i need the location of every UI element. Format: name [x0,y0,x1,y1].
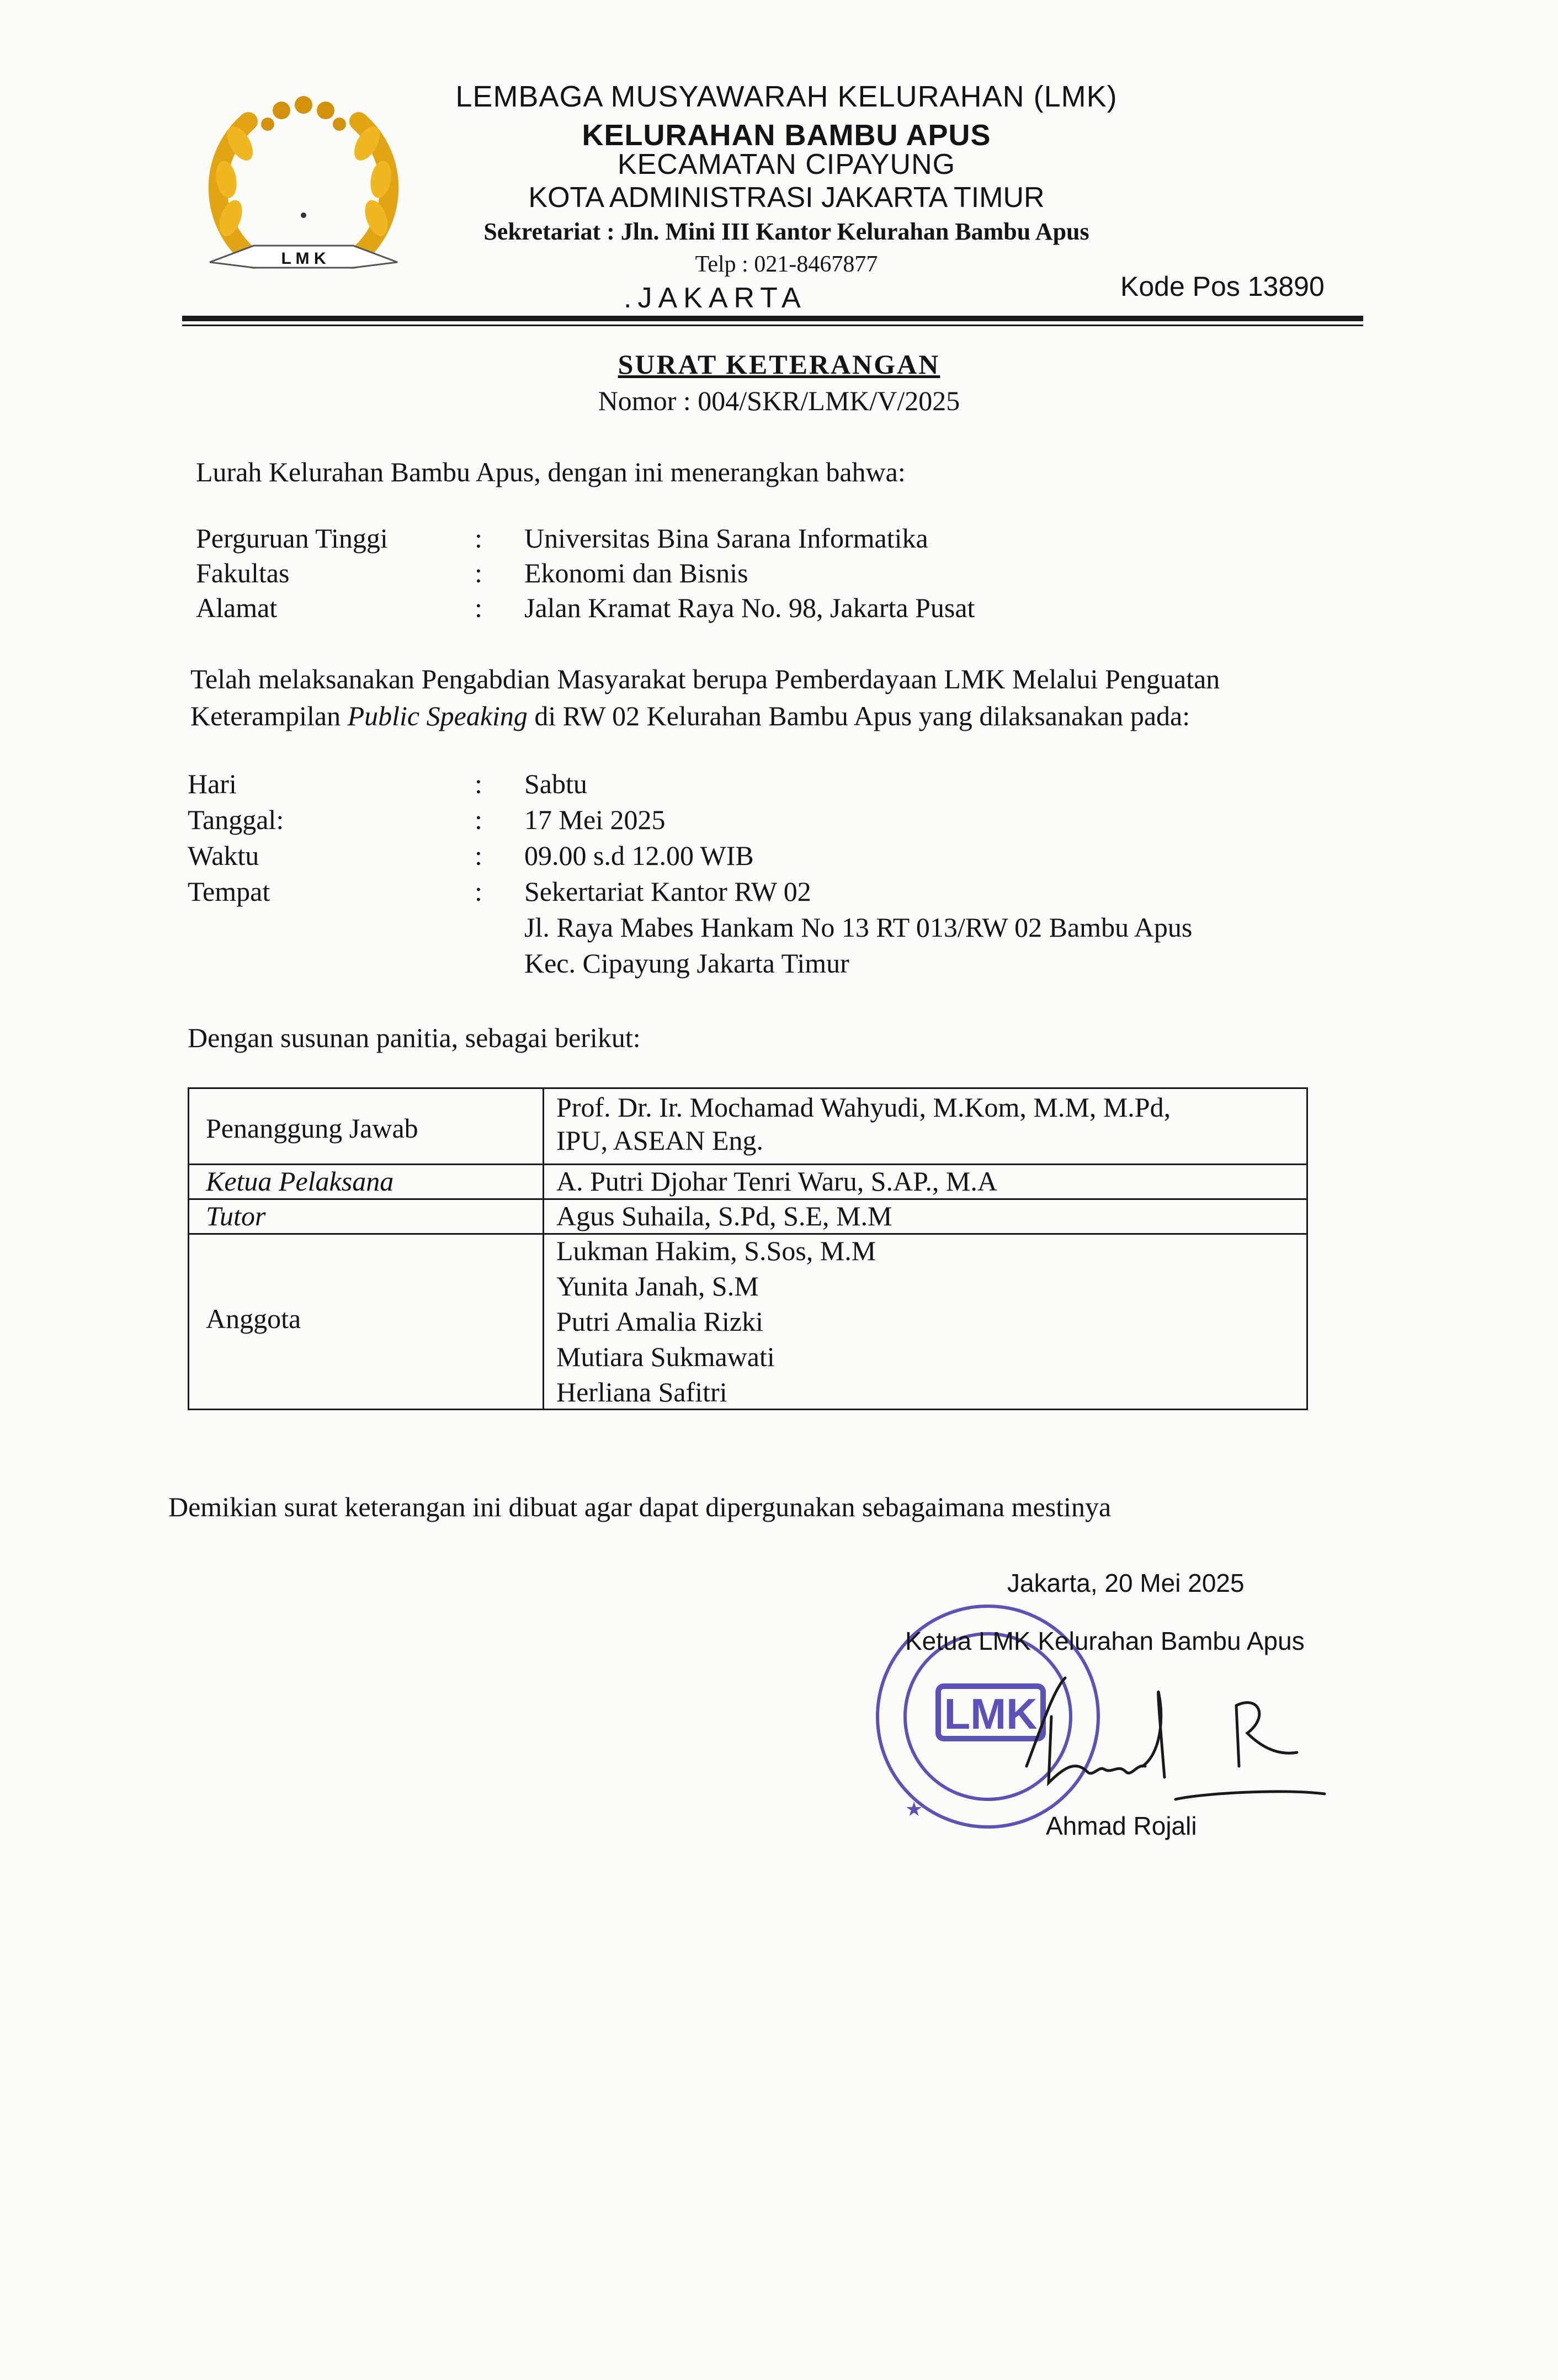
table-cell-label: Anggota [206,1303,301,1334]
colon: : [475,557,482,588]
colon: : [475,523,482,554]
lmk-logo [188,77,419,298]
letterhead-sekretariat: Sekretariat : Jln. Mini III Kantor Kelurahan Bambu Apus [483,218,1089,245]
colon: : [475,768,482,799]
institution-value: Ekonomi dan Bisnis [524,557,748,588]
institution-label: Fakultas [196,557,290,588]
letterhead-kelurahan: KELURAHAN BAMBU APUS [582,119,991,152]
letterhead-kota: KOTA ADMINISTRASI JAKARTA TIMUR [528,182,1045,214]
colon: : [475,876,482,907]
activity-text: Keterampilan [190,700,348,731]
institution-label: Alamat [196,592,278,623]
colon: : [475,804,482,835]
letterhead-rule-thin [182,325,1363,326]
institution-value: Jalan Kramat Raya No. 98, Jakarta Pusat [524,592,975,623]
table-cell-value: Yunita Janah, S.M [556,1271,759,1301]
table-cell-value: IPU, ASEAN Eng. [556,1125,764,1156]
activity-text: di RW 02 Kelurahan Bambu Apus yang dilaksanakan pada: [527,700,1190,731]
activity-italic: Public Speaking [347,700,528,731]
table-cell-value: Mutiara Sukmawati [556,1341,775,1372]
table-divider [543,1089,544,1409]
table-cell-value: Lukman Hakim, S.Sos, M.M [556,1235,876,1266]
letterhead-city: .JAKARTA [624,282,807,314]
table-cell-label: Ketua Pelaksana [206,1166,394,1197]
letterhead-telp: Telp : 021-8467877 [695,252,878,277]
letterhead-rule-thick [182,316,1363,321]
table-cell-value: A. Putri Djohar Tenri Waru, S.AP., M.A [556,1166,997,1197]
signature-place-date: Jakarta, 20 Mei 2025 [1007,1569,1245,1597]
institution-value: Universitas Bina Sarana Informatika [524,523,928,554]
signatory-name: Ahmad Rojali [1046,1811,1197,1840]
letterhead-kode-pos: Kode Pos 13890 [1120,271,1325,302]
activity-line-1: Telah melaksanakan Pengabdian Masyarakat berupa Pemberdayaan LMK Melalui Penguatan [190,663,1220,694]
letterhead-kecamatan: KECAMATAN CIPAYUNG [617,148,956,180]
closing-text: Demikian surat keterangan ini dibuat agar dapat dipergunakan sebagaimana mestinya [168,1491,1112,1522]
committee-table [188,1087,1308,1410]
schedule-label: Tempat [188,876,270,907]
colon: : [475,840,482,871]
table-cell-value: Putri Amalia Rizki [556,1306,763,1337]
stamp-star: ★ [905,1798,923,1820]
committee-intro: Dengan susunan panitia, sebagai berikut: [188,1022,641,1053]
schedule-label: Hari [188,768,237,799]
table-cell-label: Tutor [206,1200,266,1231]
document-number: Nomor : 004/SKR/LMK/V/2025 [598,385,960,416]
schedule-value: Sabtu [524,768,587,799]
intro-text: Lurah Kelurahan Bambu Apus, dengan ini menerangkan bahwa: [196,456,906,487]
logo-lettering: L M K [281,249,326,268]
tempat-address-line: Jl. Raya Mabes Hankam No 13 RT 013/RW 02 Bambu Apus [524,912,1193,943]
schedule-label: Waktu [188,840,259,871]
colon: : [475,592,482,623]
tempat-address-line: Kec. Cipayung Jakarta Timur [524,948,849,979]
table-cell-value: Agus Suhaila, S.Pd, S.E, M.M [556,1200,892,1231]
table-cell-value: Prof. Dr. Ir. Mochamad Wahyudi, M.Kom, M.M, M.Pd, [556,1092,1171,1123]
signature-position: Ketua LMK Kelurahan Bambu Apus [905,1627,1305,1655]
letterhead-org-line: LEMBAGA MUSYAWARAH KELURAHAN (LMK) [455,80,1118,113]
stamp-lettering: LMK [944,1690,1038,1738]
activity-line-2 [190,699,1190,732]
schedule-label: Tanggal: [188,804,284,835]
table-cell-label: Penanggung Jawab [206,1113,418,1144]
schedule-value: 09.00 s.d 12.00 WIB [524,840,754,871]
schedule-value: Sekertariat Kantor RW 02 [524,876,811,907]
schedule-value: 17 Mei 2025 [524,804,666,835]
institution-label: Perguruan Tinggi [196,523,388,554]
document-title: SURAT KETERANGAN [618,349,940,380]
table-cell-value: Herliana Safitri [556,1377,727,1407]
